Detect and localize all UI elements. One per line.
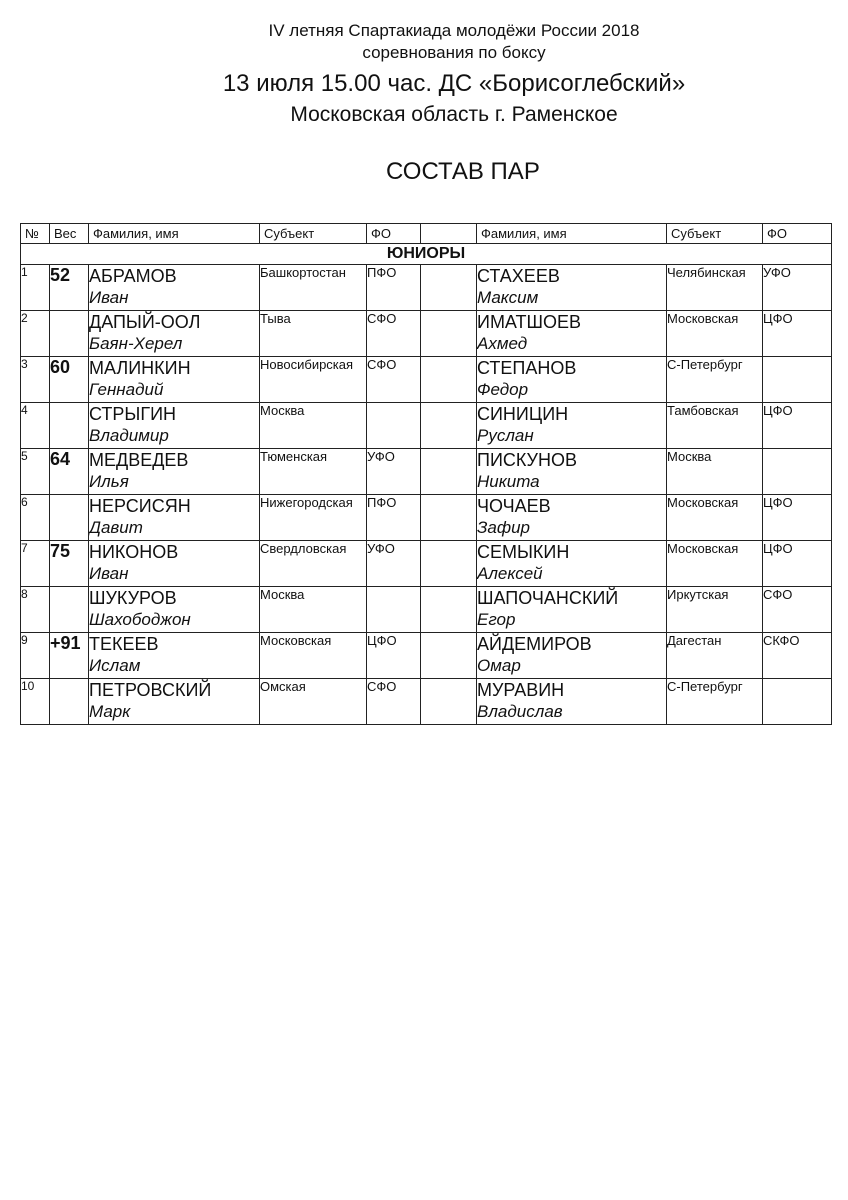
row-number: 8 xyxy=(21,587,50,633)
given-name-left: Иван xyxy=(89,564,129,583)
table-row xyxy=(21,679,832,725)
surname-right: АЙДЕМИРОВ xyxy=(477,634,592,654)
spacer-cell xyxy=(421,495,477,541)
boxer-left xyxy=(89,449,260,495)
subject-right: Челябинская xyxy=(667,265,763,311)
given-name-left: Владимир xyxy=(89,426,169,445)
fo-left xyxy=(367,403,421,449)
given-name-left: Шахободжон xyxy=(89,610,191,629)
given-name-right: Федор xyxy=(477,380,529,399)
pairs-table xyxy=(20,223,832,725)
group-label: ЮНИОРЫ xyxy=(21,244,832,265)
table-header-row xyxy=(21,224,832,244)
spacer-cell xyxy=(421,587,477,633)
spacer-cell xyxy=(421,265,477,311)
boxer-left xyxy=(89,403,260,449)
weight-class xyxy=(50,311,89,357)
spacer-cell xyxy=(421,633,477,679)
subject-right: Московская xyxy=(667,311,763,357)
fo-right: СФО xyxy=(763,587,832,633)
surname-right: ШАПОЧАНСКИЙ xyxy=(477,588,619,608)
subject-right: Московская xyxy=(667,495,763,541)
fo-right: ЦФО xyxy=(763,541,832,587)
boxer-left xyxy=(89,311,260,357)
boxer-left xyxy=(89,679,260,725)
subject-left: Тюменская xyxy=(260,449,367,495)
boxer-left xyxy=(89,495,260,541)
spacer-cell xyxy=(421,311,477,357)
event-location: Московская область г. Раменское xyxy=(290,103,618,126)
boxer-right xyxy=(477,633,667,679)
row-number: 7 xyxy=(21,541,50,587)
surname-right: СТЕПАНОВ xyxy=(477,358,577,378)
fo-left xyxy=(367,587,421,633)
row-number: 5 xyxy=(21,449,50,495)
boxer-right xyxy=(477,449,667,495)
subject-right: Дагестан xyxy=(667,633,763,679)
weight-class: 52 xyxy=(50,265,89,311)
surname-left: ДАПЫЙ-ООЛ xyxy=(89,312,201,332)
fo-right: ЦФО xyxy=(763,311,832,357)
table-row xyxy=(21,357,832,403)
fo-left: СФО xyxy=(367,679,421,725)
subject-left: Москва xyxy=(260,403,367,449)
boxer-right xyxy=(477,679,667,725)
spacer-cell xyxy=(421,357,477,403)
table-row xyxy=(21,495,832,541)
given-name-right: Руслан xyxy=(477,426,534,445)
row-number: 3 xyxy=(21,357,50,403)
given-name-left: Марк xyxy=(89,702,131,721)
fo-left: ЦФО xyxy=(367,633,421,679)
given-name-right: Никита xyxy=(477,472,540,491)
subject-right: Тамбовская xyxy=(667,403,763,449)
fo-left: УФО xyxy=(367,541,421,587)
fo-right xyxy=(763,679,832,725)
surname-right: СТАХЕЕВ xyxy=(477,266,560,286)
boxer-left xyxy=(89,633,260,679)
boxer-right xyxy=(477,495,667,541)
subject-left: Свердловская xyxy=(260,541,367,587)
given-name-right: Ахмед xyxy=(477,334,528,353)
table-row xyxy=(21,633,832,679)
surname-left: ШУКУРОВ xyxy=(89,588,177,608)
table-row xyxy=(21,449,832,495)
col-header-spacer xyxy=(421,224,477,244)
given-name-left: Ислам xyxy=(89,656,141,675)
subject-left: Новосибирская xyxy=(260,357,367,403)
given-name-left: Иван xyxy=(89,288,129,307)
table-row xyxy=(21,265,832,311)
document-header xyxy=(0,20,848,129)
boxer-right xyxy=(477,541,667,587)
surname-right: СЕМЫКИН xyxy=(477,542,570,562)
boxer-right xyxy=(477,403,667,449)
row-number: 1 xyxy=(21,265,50,311)
spacer-cell xyxy=(421,679,477,725)
given-name-right: Омар xyxy=(477,656,521,675)
surname-left: МАЛИНКИН xyxy=(89,358,191,378)
subject-right: Московская xyxy=(667,541,763,587)
weight-class xyxy=(50,403,89,449)
given-name-left: Давит xyxy=(89,518,143,537)
group-row xyxy=(21,244,832,265)
subject-right: Иркутская xyxy=(667,587,763,633)
fo-left: ПФО xyxy=(367,495,421,541)
given-name-right: Максим xyxy=(477,288,539,307)
row-number: 10 xyxy=(21,679,50,725)
table-row xyxy=(21,311,832,357)
given-name-right: Владислав xyxy=(477,702,563,721)
boxer-right xyxy=(477,357,667,403)
boxer-right xyxy=(477,265,667,311)
subject-left: Московская xyxy=(260,633,367,679)
fo-left: СФО xyxy=(367,311,421,357)
subject-right: С-Петербург xyxy=(667,679,763,725)
fo-left: УФО xyxy=(367,449,421,495)
col-header-name-right: Фамилия, имя xyxy=(477,224,667,244)
fo-right: ЦФО xyxy=(763,403,832,449)
fo-left: ПФО xyxy=(367,265,421,311)
weight-class: 75 xyxy=(50,541,89,587)
given-name-left: Баян-Херел xyxy=(89,334,183,353)
boxer-left xyxy=(89,265,260,311)
surname-left: ТЕКЕЕВ xyxy=(89,634,159,654)
boxer-right xyxy=(477,587,667,633)
subject-right: Москва xyxy=(667,449,763,495)
row-number: 4 xyxy=(21,403,50,449)
surname-left: ПЕТРОВСКИЙ xyxy=(89,680,212,700)
page-title: СОСТАВ ПАР xyxy=(386,158,540,185)
row-number: 9 xyxy=(21,633,50,679)
event-date-venue: 13 июля 15.00 час. ДС «Борисоглебский» xyxy=(222,70,686,97)
table-row xyxy=(21,403,832,449)
given-name-right: Егор xyxy=(477,610,516,629)
surname-right: ЧОЧАЕВ xyxy=(477,496,551,516)
table-row xyxy=(21,541,832,587)
row-number: 2 xyxy=(21,311,50,357)
col-header-weight: Вес xyxy=(50,224,89,244)
row-number: 6 xyxy=(21,495,50,541)
col-header-subject-left: Субъект xyxy=(260,224,367,244)
subject-left: Тыва xyxy=(260,311,367,357)
fo-left: СФО xyxy=(367,357,421,403)
given-name-right: Алексей xyxy=(477,564,543,583)
surname-left: СТРЫГИН xyxy=(89,404,177,424)
event-title: IV летняя Спартакиада молодёжи России 2018 xyxy=(268,21,640,40)
surname-right: МУРАВИН xyxy=(477,680,565,700)
col-header-fo-right: ФО xyxy=(763,224,832,244)
subject-right: С-Петербург xyxy=(667,357,763,403)
spacer-cell xyxy=(421,403,477,449)
subject-left: Омская xyxy=(260,679,367,725)
weight-class: +91 xyxy=(50,633,89,679)
boxer-left xyxy=(89,357,260,403)
weight-class xyxy=(50,495,89,541)
surname-left: МЕДВЕДЕВ xyxy=(89,450,189,470)
fo-right: УФО xyxy=(763,265,832,311)
fo-right xyxy=(763,357,832,403)
col-header-fo-left: ФО xyxy=(367,224,421,244)
table-row xyxy=(21,587,832,633)
surname-right: СИНИЦИН xyxy=(477,404,569,424)
fo-right xyxy=(763,449,832,495)
surname-right: ИМАТШОЕВ xyxy=(477,312,582,332)
weight-class xyxy=(50,587,89,633)
fo-right: ЦФО xyxy=(763,495,832,541)
boxer-right xyxy=(477,311,667,357)
surname-left: НЕРСИСЯН xyxy=(89,496,191,516)
event-subtitle: соревнования по боксу xyxy=(362,43,546,62)
given-name-left: Илья xyxy=(89,472,129,491)
surname-right: ПИСКУНОВ xyxy=(477,450,578,470)
boxer-left xyxy=(89,587,260,633)
subject-left: Нижегородская xyxy=(260,495,367,541)
surname-left: АБРАМОВ xyxy=(89,266,177,286)
spacer-cell xyxy=(421,541,477,587)
surname-left: НИКОНОВ xyxy=(89,542,179,562)
spacer-cell xyxy=(421,449,477,495)
boxer-left xyxy=(89,541,260,587)
col-header-num: № xyxy=(21,224,50,244)
fo-right: СКФО xyxy=(763,633,832,679)
given-name-left: Геннадий xyxy=(89,380,164,399)
subject-left: Москва xyxy=(260,587,367,633)
weight-class: 60 xyxy=(50,357,89,403)
given-name-right: Зафир xyxy=(477,518,531,537)
weight-class xyxy=(50,679,89,725)
col-header-name-left: Фамилия, имя xyxy=(89,224,260,244)
subject-left: Башкортостан xyxy=(260,265,367,311)
col-header-subject-right: Субъект xyxy=(667,224,763,244)
weight-class: 64 xyxy=(50,449,89,495)
